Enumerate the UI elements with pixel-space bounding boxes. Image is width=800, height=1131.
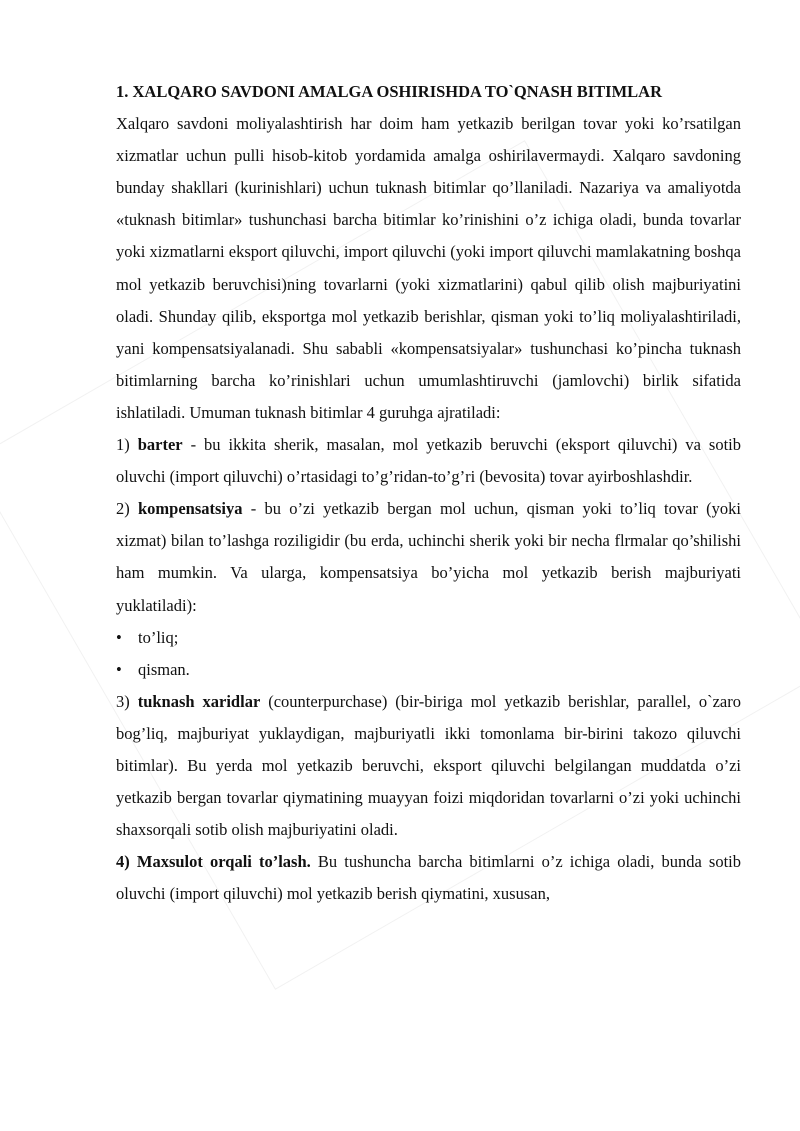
list-item-barter [116, 429, 741, 493]
section-heading: 1. XALQARO SAVDONI AMALGA OSHIRISHDA TO`QNASH BITIMLAR [116, 82, 662, 101]
bullet-icon: • [116, 627, 122, 647]
item-term: kompensatsiya [137, 499, 243, 519]
item-number: 2) [116, 499, 130, 519]
bullet-text: to’liq; [138, 627, 179, 647]
item-number: 3) [116, 691, 130, 711]
item-number: 1) [116, 435, 130, 455]
bullet-icon: • [116, 659, 122, 679]
list-item-tuknash-xaridlar [116, 686, 741, 846]
item-term: barter [137, 435, 183, 455]
item-text: - bu ikkita sherik, masalan, mol yetkazib beruvchi (eksport qiluvchi) va sotib oluvchi (import qiluvchi) o’rtasidagi to’g’ridan-to’g’ri (bevosita) tovar ayirboshlashdir. [116, 435, 741, 487]
bullet-item [116, 622, 741, 654]
intro-paragraph: Xalqaro savdoni moliyalashtirish har doim ham yetkazib berilgan tovar yoki ko’rsatilgan xizmatlar uchun pulli hisob-kitob yordamida amalga oshirilavermaydi. Xalqaro savdoning bunday shakllari (kurinishlari) uchun tuknash bitimlar qo’llaniladi. Nazariya va amaliyotda «tuknash bitimlar» tushunchasi barcha bitimlar ko’rinishini o’z ichiga oladi, bunda tovarlar yoki xizmatlarni eksport qiluvchi, import qiluvchi (yoki import qiluvchi mamlakatning boshqa mol yetkazib beruvchisi)ning tovarlarni (yoki xizmatlarini) qabul qilib olish majburiyatini oladi. Shunday qilib, eksportga mol yetkazib berishlar, qisman yoki to’liq moliyalashtiriladi, yani kompensatsiyalanadi. Shu sababli «kompensatsiyalar» tushunchasi ko’pincha tuknash bitimlarning barcha ko’rinishlari uchun umumlashtiruvchi (jamlovchi) birlik sifatida ishlatiladi. Umuman tuknash bitimlar 4 guruhga ajratiladi: [116, 114, 741, 422]
item-number: 4) [116, 852, 130, 872]
list-item-kompensatsiya [116, 493, 741, 621]
bullet-item [116, 654, 741, 686]
item-term: tuknash xaridlar [137, 691, 261, 711]
item-text: - bu o’zi yetkazib bergan mol uchun, qisman yoki to’liq tovar (yoki xizmat) bilan to’lashga roziligidir (bu erda, uchinchi sherik yoki bir necha flrmalar qo’shilishi ham mumkin. Va ularga, kompensatsiya bo’yicha mol yetkazib berish majburiyati yuklatiladi): [116, 499, 741, 615]
item-text: Bu tushuncha barcha bitimlarni o’z ichiga oladi, bunda sotib oluvchi (import qiluvchi) mol yetkazib berish qiymatini, xususan, [116, 852, 741, 904]
list-item-maxsulot [116, 846, 741, 910]
item-text: (counterpurchase) (bir-biriga mol yetkazib berishlar, parallel, o`zaro bog’liq, majburiyat yuklaydigan, majburiyatli ikki tomonlama bir-birini takozo qiluvchi bitimlar). Bu yerda mol yetkazib beruvchi, eksport qiluvchi belgilangan muddatda o’zi yetkazib bergan tovarlar qiymatining muayyan foizi miqdoridan tovarlarni o’zi yoki uchinchi shaxsorqali sotib olish majburiyatini oladi. [116, 691, 741, 840]
document-page [116, 76, 741, 910]
item-term: Maxsulot orqali to’lash. [136, 852, 311, 872]
bullet-text: qisman. [138, 659, 190, 679]
